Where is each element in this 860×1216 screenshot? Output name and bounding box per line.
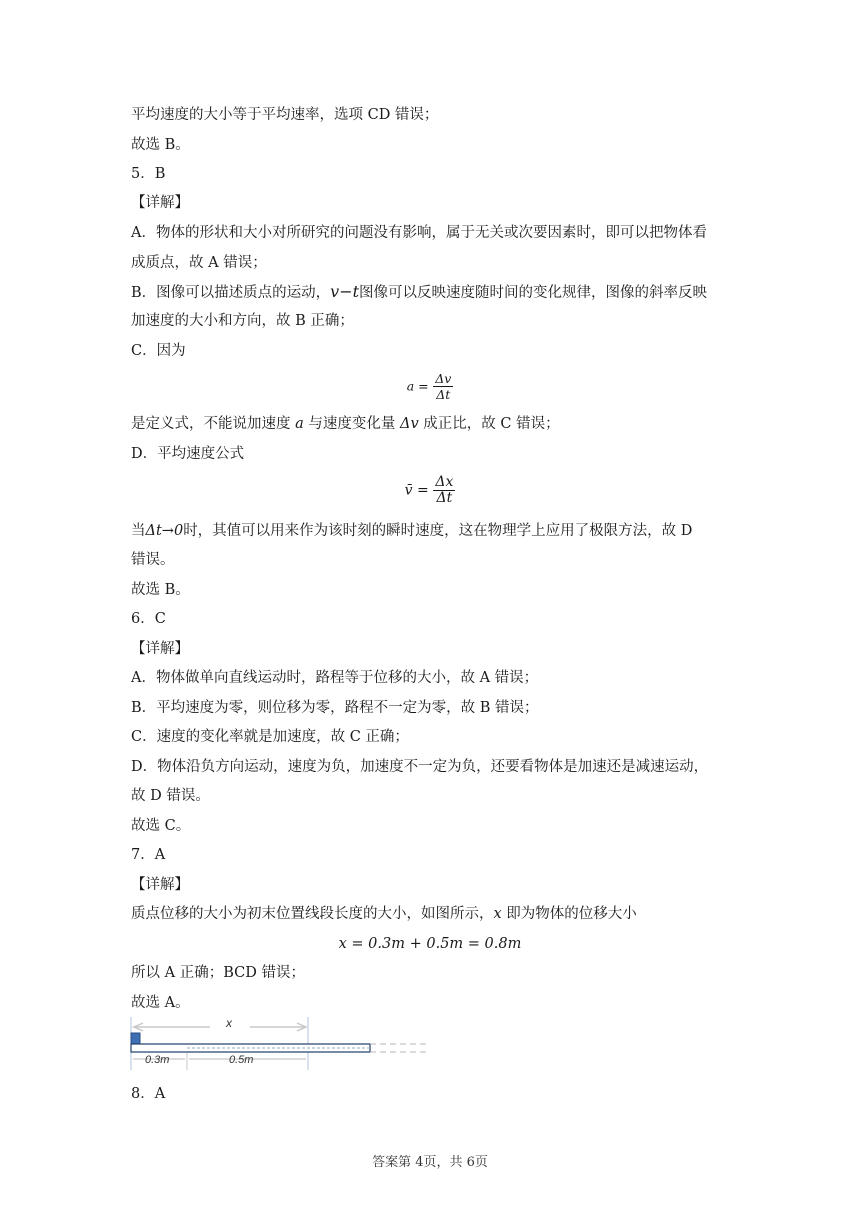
fraction — [433, 475, 455, 506]
text-segment: B．图像可以描述质点的运动， — [131, 285, 331, 301]
math-vt: v−t — [330, 282, 360, 301]
text-line: 故选 C。 — [131, 818, 191, 834]
text-line: B．平均速度为零，则位移为零，路程不一定为零，故 B 错误； — [131, 700, 539, 716]
section-heading: 【详解】 — [131, 641, 189, 657]
text-segment: 质点位移的大小为初末位置线段长度的大小，如图所示， — [131, 906, 494, 922]
numerator: Δx — [435, 474, 454, 490]
formula-lhs: a = — [406, 378, 429, 394]
text-segment: 与速度变化量 — [303, 416, 400, 432]
text-line: D．物体沿负方向运动，速度为负，加速度不一定为负，还要看物体是加速还是减速运动， — [131, 759, 709, 775]
displacement-diagram — [125, 1015, 435, 1075]
text-line: 错误。 — [131, 552, 175, 568]
question-number: 6．C — [131, 611, 166, 627]
text-line: D．平均速度公式 — [131, 446, 245, 462]
formula-acceleration — [0, 371, 860, 402]
text-line — [131, 521, 692, 541]
var-x: x — [493, 906, 502, 922]
text-segment: 当 — [131, 523, 146, 539]
x-label: x — [226, 1016, 232, 1030]
text-line: 加速度的大小和方向，故 B 正确； — [131, 313, 354, 329]
text-segment: 成正比，故 C 错误； — [418, 416, 560, 432]
page-footer: 答案第 4页，共 6页 — [372, 1155, 488, 1170]
denominator: Δt — [436, 387, 451, 402]
text-line: A．物体的形状和大小对所研究的问题没有影响，属于无关或次要因素时，即可以把物体看 — [131, 225, 707, 241]
formula-average-velocity — [0, 475, 860, 506]
text-line: C．速度的变化率就是加速度，故 C 正确； — [131, 729, 409, 745]
text-line: 平均速度的大小等于平均速率，选项 CD 错误； — [131, 107, 439, 123]
text-line: 故选 B。 — [131, 582, 190, 598]
text-line: A．物体做单向直线运动时，路程等于位移的大小，故 A 错误； — [131, 670, 539, 686]
question-number: 7．A — [131, 847, 166, 863]
section-heading: 【详解】 — [131, 195, 189, 211]
segment-2-label: 0.5m — [229, 1054, 254, 1066]
text-segment: 即为物体的位移大小 — [501, 906, 637, 922]
text-line — [131, 282, 707, 303]
var-a: a — [295, 416, 304, 432]
text-line: 成质点，故 A 错误； — [131, 255, 267, 271]
text-segment: 是定义式，不能说加速度 — [131, 416, 296, 432]
section-heading: 【详解】 — [131, 877, 189, 893]
object-block — [131, 1033, 140, 1044]
text-line: 故 D 错误。 — [131, 788, 210, 804]
var-dv: Δv — [399, 416, 419, 432]
text-line: 故选 A。 — [131, 995, 190, 1011]
text-line: C．因为 — [131, 343, 186, 359]
formula-displacement: x = 0.3m + 0.5m = 0.8m — [338, 936, 522, 952]
text-segment: 时，其值可以用来作为该时刻的瞬时速度，这在物理学上应用了极限方法，故 D — [183, 523, 693, 539]
question-number: 5．B — [131, 166, 166, 182]
text-line: 故选 B。 — [131, 137, 190, 153]
question-number: 8．A — [131, 1086, 166, 1102]
fraction — [433, 371, 453, 402]
text-line — [131, 414, 560, 434]
denominator: Δt — [436, 490, 453, 506]
numerator: Δv — [435, 371, 452, 386]
text-segment: 图像可以反映速度随时间的变化规律，图像的斜率反映 — [359, 285, 708, 301]
segment-1-label: 0.3m — [145, 1054, 170, 1066]
formula-lhs: v̄ = — [404, 482, 429, 499]
math-limit: Δt→0 — [145, 523, 184, 539]
text-line: 所以 A 正确；BCD 错误； — [131, 965, 305, 981]
text-line — [131, 904, 637, 924]
